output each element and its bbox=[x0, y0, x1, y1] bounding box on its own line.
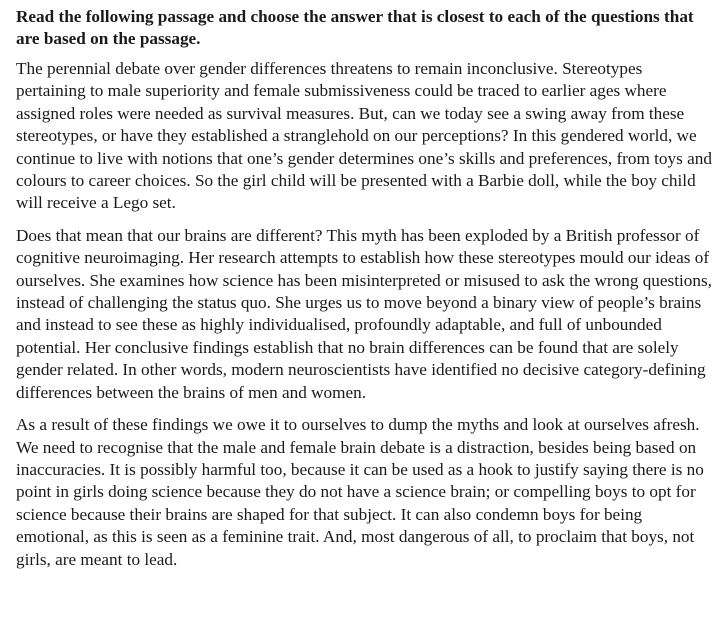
passage-paragraph-1: The perennial debate over gender differences threatens to remain inconclusive. Stereotypes pertaining to male superiority and female submissiveness could be traced to earlier ages where assigned roles were needed as survival measures. But, can we today see a swing away from these stereotypes, or have they established a stranglehold on our perceptions? In this gendered world, we continue to live with notions that one’s gender determines one’s skills and preferences, from toys and colours to career choices. So the girl child will be presented with a Barbie doll, while the boy child will receive a Lego set. bbox=[16, 59, 712, 213]
passage-paragraph-2: Does that mean that our brains are different? This myth has been exploded by a British professor of cognitive neuroimaging. Her research attempts to establish how these stereotypes mould our ideas of ourselves. She examines how science has been misinterpreted or misused to ask the wrong questions, instead of challenging the status quo. She urges us to move beyond a binary view of people’s brains and instead to see these as highly individualised, profoundly adaptable, and full of unbounded potential. Her conclusive findings establish that no brain differences can be found that are solely gender related. In other words, modern neuroscientists have identified no decisive category-defining differences between the brains of men and women. bbox=[16, 225, 712, 402]
instruction-heading: Read the following passage and choose the answer that is closest to each of the questions that are based on the passage. bbox=[16, 7, 694, 48]
passage-paragraph-3: As a result of these findings we owe it to ourselves to dump the myths and look at ourselves afresh. We need to recognise that the male and female brain debate is a distraction, besides being based on inaccuracies. It is possibly harmful too, because it can be used as a hook to justify saying there is no point in girls doing science because they do not have a science brain; or compelling boys to opt for science because their brains are shaped for that subject. It can also condemn boys for being emotional, as this is seen as a feminine trait. And, most dangerous of all, to proclaim that boys, not girls, are meant to lead. bbox=[16, 415, 704, 569]
